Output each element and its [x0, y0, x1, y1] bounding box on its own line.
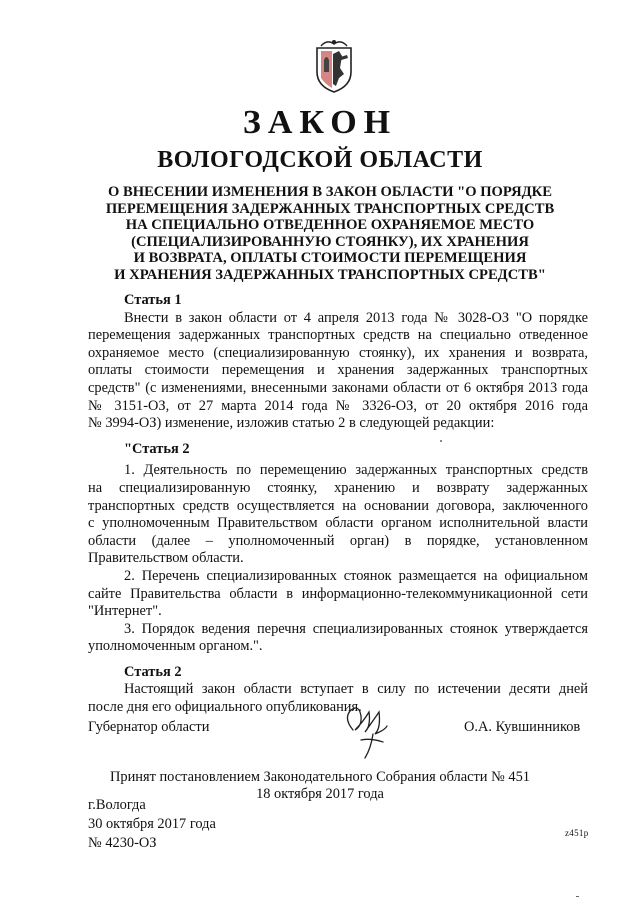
body-line: Внести в закон области от 4 апреля 2013 года № 3028-ОЗ "О порядке — [124, 309, 588, 326]
law-title-line: (СПЕЦИАЛИЗИРОВАННУЮ СТОЯНКУ), ИХ ХРАНЕНИЯ — [131, 233, 529, 250]
quoted-article-2-heading: "Статья 2 — [124, 440, 190, 457]
body-line: 3. Порядок ведения перечня специализированных стоянок утверждается — [124, 620, 588, 637]
law-number: № 4230-ОЗ — [88, 835, 157, 851]
body-line: Настоящий закон области вступает в силу по истечении десяти дней — [124, 681, 588, 698]
document-subtitle: ВОЛОГОДСКОЙ ОБЛАСТИ — [157, 147, 483, 173]
body-line: 1. Деятельность по перемещению задержанных транспортных средств — [124, 462, 588, 479]
law-title-line: И ВОЗВРАТА, ОПЛАТЫ СТОИМОСТИ ПЕРЕМЕЩЕНИЯ — [133, 250, 527, 267]
body-line: Правительством области. — [88, 550, 244, 567]
scan-artifact — [440, 440, 442, 442]
article-1-heading: Статья 1 — [124, 292, 182, 308]
law-title-line: О ВНЕСЕНИИ ИЗМЕНЕНИЯ В ЗАКОН ОБЛАСТИ "О ПОРЯДКЕ — [107, 184, 552, 200]
body-line: 2. Перечень специализированных стоянок размещается на официальном — [124, 567, 588, 584]
handwritten-signature — [335, 700, 395, 760]
body-line: № 3994-ОЗ) изменение, изложив статью 2 в следующей редакции: — [88, 415, 495, 432]
signing-date: 30 октября 2017 года — [88, 816, 216, 832]
body-line: после дня его официального опубликования. — [88, 699, 362, 716]
signatory-name: О.А. Кувшинников — [464, 719, 581, 735]
body-line: области (далее – уполномоченный орган) в порядке, установленном — [88, 532, 588, 549]
adoption-date: 18 октября 2017 года — [256, 786, 384, 802]
document-code: z451p — [565, 828, 589, 838]
coat-of-arms-emblem — [313, 38, 355, 94]
place-and-date-block — [88, 796, 216, 853]
law-title-line: И ХРАНЕНИЯ ЗАДЕРЖАННЫХ ТРАНСПОРТНЫХ СРЕДСТВ" — [114, 266, 546, 283]
body-line: охраняемое место (специализированную стоянку), их хранения и возврата, — [88, 344, 588, 361]
body-line: № 3151-ОЗ, от 27 марта 2014 года № 3326-ОЗ, от 20 октября 2016 года — [88, 397, 588, 414]
body-line: транспортных средств осуществляется на основании договора, заключенного — [88, 497, 588, 514]
law-title-line: НА СПЕЦИАЛЬНО ОТВЕДЕННОЕ ОХРАНЯЕМОЕ МЕСТО — [125, 217, 535, 234]
body-line: средств" (с изменениями, внесенными законами области от 6 октября 2013 года — [88, 379, 588, 396]
article-2-heading: Статья 2 — [124, 663, 182, 680]
adoption-line: Принят постановлением Законодательного Собрания области № 451 — [109, 769, 530, 785]
body-line: оплаты стоимости перемещения и хранения задержанных транспортных — [88, 362, 588, 379]
signatory-position: Губернатор области — [88, 719, 210, 735]
body-line: "Интернет". — [88, 603, 162, 620]
body-line: с уполномоченным Правительством области органом исполнительной власти — [88, 515, 588, 532]
body-line: перемещения задержанных транспортных средств на специально отведенное — [88, 327, 588, 344]
law-title — [80, 184, 580, 284]
body-line: уполномоченным органом.". — [88, 638, 263, 655]
body-line: сайте Правительства области в информационно-телекоммуникационной сети — [88, 585, 588, 602]
law-title-line: ПЕРЕМЕЩЕНИЯ ЗАДЕРЖАННЫХ ТРАНСПОРТНЫХ СРЕДСТВ — [105, 200, 555, 217]
scan-artifact — [576, 896, 579, 897]
document-title: ЗАКОН — [242, 104, 398, 141]
document-body — [88, 292, 588, 717]
place-city: г.Вологда — [88, 797, 146, 813]
body-line: на специализированную стоянку, хранению и возврату задержанных — [88, 479, 588, 496]
